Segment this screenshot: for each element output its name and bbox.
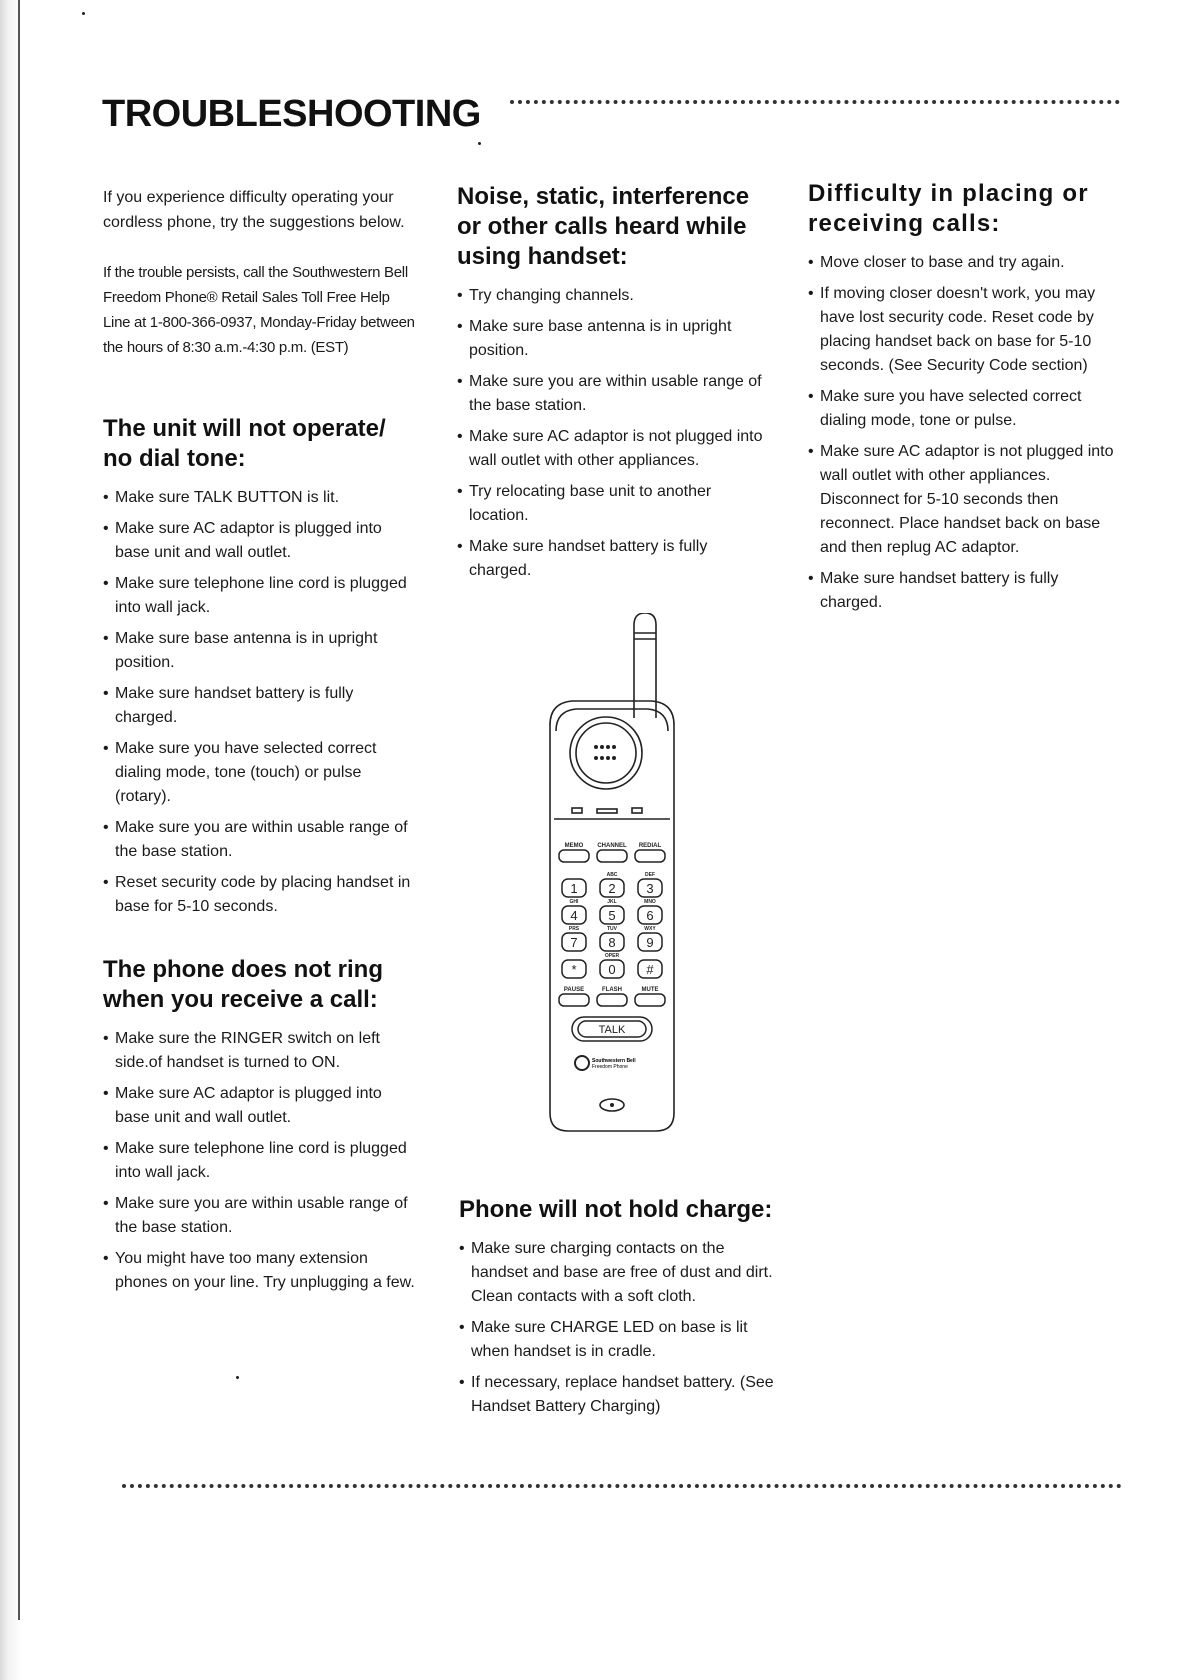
list-item: • Make sure you have selected correct dialing mode, tone or pulse. — [808, 385, 1118, 433]
key-digit: 9 — [646, 935, 654, 950]
column-middle-bottom — [459, 1195, 774, 1455]
key-digit: 5 — [608, 908, 616, 923]
key-digit: # — [646, 962, 654, 977]
section-heading-placing-calls: Difficulty in placing or receiving calls: — [808, 180, 1089, 237]
key-label-channel: CHANNEL — [597, 843, 627, 849]
list-item: • If necessary, replace handset battery. (See Handset Battery Charging) — [459, 1371, 774, 1419]
list-item: • Try relocating base unit to another location. — [457, 480, 772, 528]
section-heading-no-dial-tone: The unit will not operate/ no dial tone: — [103, 415, 386, 472]
column-left — [103, 185, 418, 1331]
list-item: • Reset security code by placing handset in base for 5-10 seconds. — [103, 871, 418, 919]
key-digit: 1 — [570, 881, 578, 896]
key-label-memo: MEMO — [564, 843, 584, 849]
scan-speck — [236, 1376, 239, 1379]
key-digit: * — [571, 962, 577, 977]
earpiece-grille — [570, 717, 642, 789]
list-item: • Make sure the RINGER switch on left side.of handset is turned to ON. — [103, 1027, 418, 1075]
key-mute — [635, 994, 665, 1006]
page-title: TROUBLESHOOTING — [102, 93, 481, 136]
key-digit: 2 — [608, 881, 616, 896]
list-item: • Make sure telephone line cord is plugged into wall jack. — [103, 1137, 418, 1185]
keypad — [559, 843, 665, 1070]
list-item: • Make sure you are within usable range of the base station. — [103, 1192, 418, 1240]
key-digit: 7 — [570, 935, 578, 950]
key-channel — [597, 850, 627, 862]
list-no-ring — [103, 1027, 418, 1295]
intro-paragraph: If you experience difficulty operating your cordless phone, try the suggestions below. — [103, 189, 405, 231]
list-item: • Move closer to base and try again. — [808, 251, 1118, 275]
key-letters: OPER — [604, 953, 620, 959]
section-heading-noise: Noise, static, interference or other calls heard while using handset: — [457, 183, 750, 270]
key-label-mute: MUTE — [641, 987, 659, 993]
list-item: • Make sure handset battery is fully charged. — [457, 535, 772, 583]
key-flash — [597, 994, 627, 1006]
list-item: • Make sure you are within usable range of the base station. — [457, 370, 772, 418]
cordless-phone-illustration — [542, 613, 682, 1133]
scan-edge — [0, 0, 24, 1680]
key-letters: JKL — [607, 899, 617, 905]
key-letters: PRS — [568, 926, 580, 932]
brand-name: Southwestern Bell — [592, 1058, 636, 1064]
bottom-dotted-rule — [122, 1474, 1122, 1488]
scan-speck — [478, 142, 481, 145]
key-letters: WXY — [644, 926, 656, 932]
list-item: • Make sure AC adaptor is not plugged into wall outlet with other appliances. Disconnect for 5-10 seconds then reconnect. Place handset back on base and then replug AC adaptor. — [808, 440, 1118, 560]
list-hold-charge — [459, 1237, 774, 1419]
brand-logo-icon — [575, 1056, 589, 1070]
list-item: • Make sure charging contacts on the handset and base are free of dust and dirt. Clean contacts with a soft cloth. — [459, 1237, 774, 1309]
brand-product: Freedom Phone — [592, 1064, 628, 1070]
section-heading-no-ring: The phone does not ring when you receive a call: — [103, 956, 383, 1013]
list-item: • Make sure you have selected correct dialing mode, tone (touch) or pulse (rotary). — [103, 737, 418, 809]
key-letters: GHI — [569, 899, 579, 905]
list-item: • Make sure base antenna is in upright position. — [103, 627, 418, 675]
list-item: • Make sure AC adaptor is not plugged into wall outlet with other appliances. — [457, 425, 772, 473]
key-letters: DEF — [645, 872, 655, 878]
list-item: • You might have too many extension phones on your line. Try unplugging a few. — [103, 1247, 418, 1295]
scan-binding-line — [18, 0, 20, 1620]
key-digit: 6 — [646, 908, 654, 923]
talk-label: TALK — [598, 1024, 626, 1036]
column-right — [808, 179, 1118, 651]
key-letters: ABC — [606, 872, 618, 878]
list-item: • Make sure you are within usable range of the base station. — [103, 816, 418, 864]
list-item: • Make sure CHARGE LED on base is lit when handset is in cradle. — [459, 1316, 774, 1364]
key-label-flash: FLASH — [602, 987, 622, 993]
list-item: • Make sure handset battery is fully charged. — [808, 567, 1118, 615]
title-dotted-leader — [510, 76, 1120, 104]
list-item: • Make sure telephone line cord is plugged into wall jack. — [103, 572, 418, 620]
list-placing-calls — [808, 251, 1118, 615]
section-heading-hold-charge: Phone will not hold charge: — [459, 1196, 773, 1223]
list-item: • If moving closer doesn't work, you may have lost security code. Reset code by placing handset back on base for 5-10 seconds. (See Security Code section) — [808, 282, 1118, 378]
key-letters: MNO — [644, 899, 656, 905]
list-item: • Make sure AC adaptor is plugged into base unit and wall outlet. — [103, 517, 418, 565]
list-item: • Make sure TALK BUTTON is lit. — [103, 486, 418, 510]
list-item: • Make sure base antenna is in upright position. — [457, 315, 772, 363]
scan-speck — [82, 12, 85, 15]
column-middle — [457, 182, 772, 619]
key-digit: 0 — [608, 962, 616, 977]
key-label-pause: PAUSE — [563, 987, 585, 993]
key-pause — [559, 994, 589, 1006]
list-item: • Make sure AC adaptor is plugged into base unit and wall outlet. — [103, 1082, 418, 1130]
list-no-dial-tone — [103, 486, 418, 919]
key-memo — [559, 850, 589, 862]
list-item: • Try changing channels. — [457, 284, 772, 308]
list-noise — [457, 284, 772, 583]
key-digit: 4 — [570, 908, 578, 923]
key-letters: TUV — [607, 926, 617, 932]
helpline-paragraph: If the trouble persists, call the Southwestern Bell Freedom Phone® Retail Sales Toll Free Help Line at 1-800-366-0937, Monday-Friday between the hours of 8:30 a.m.-4:30 p.m. (EST) — [103, 264, 415, 356]
key-digit: 3 — [646, 881, 654, 896]
list-item: • Make sure handset battery is fully charged. — [103, 682, 418, 730]
key-digit: 8 — [608, 935, 616, 950]
key-redial — [635, 850, 665, 862]
antenna-shape — [634, 613, 656, 718]
key-label-redial: REDIAL — [638, 843, 662, 849]
